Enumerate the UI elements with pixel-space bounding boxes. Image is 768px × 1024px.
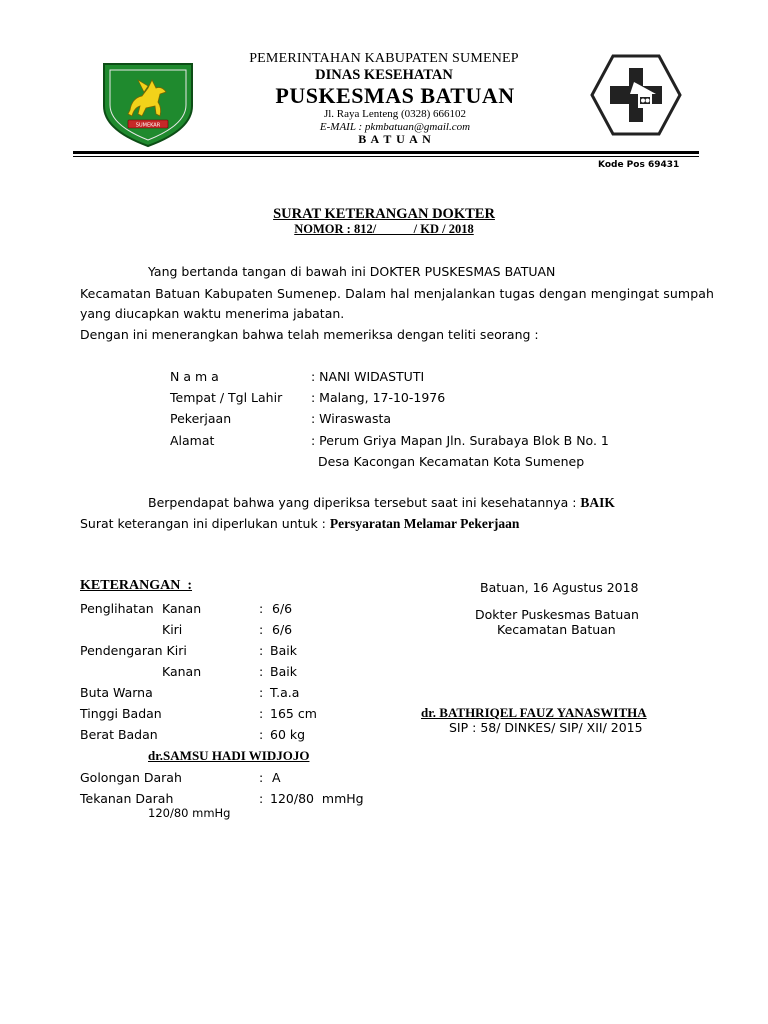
keterangan-row-label: Penglihatan: [80, 601, 154, 616]
blood-type-value: A: [272, 770, 281, 785]
keterangan-row-sub: Kanan: [162, 601, 202, 616]
opinion-text: Berpendapat bahwa yang diperiksa tersebut saat ini kesehatannya :: [148, 495, 577, 510]
keterangan-row-label: Berat Badan: [80, 727, 158, 742]
header-divider-thick: [73, 151, 699, 154]
patient-address-value-2: Desa Kacongan Kecamatan Kota Sumenep: [318, 454, 585, 469]
keterangan-row-value: 60 kg: [270, 727, 306, 742]
signature-role-2: Kecamatan Batuan: [497, 622, 616, 637]
postal-code: Kode Pos 69431: [598, 160, 680, 170]
purpose-text: Surat keterangan ini diperlukan untuk :: [80, 516, 326, 531]
intro-line-1: Yang bertanda tangan di bawah ini DOKTER PUSKESMAS BATUAN: [148, 264, 556, 279]
header-institution: PUSKESMAS BATUAN: [275, 83, 515, 108]
blood-pressure-label: Tekanan Darah: [80, 791, 174, 806]
blood-type-colon: :: [259, 770, 264, 785]
overlay-doctor-name: dr.SAMSU HADI WIDJOJO: [148, 748, 310, 763]
header-government: PEMERINTAHAN KABUPATEN SUMENEP: [249, 51, 519, 66]
keterangan-row-label: Buta Warna: [80, 685, 153, 700]
document-title: SURAT KETERANGAN DOKTER: [273, 206, 495, 222]
header-department: DINAS KESEHATAN: [315, 67, 453, 83]
blood-type-label: Golongan Darah: [80, 770, 182, 785]
blood-pressure-colon: :: [259, 791, 264, 806]
keterangan-heading: KETERANGAN :: [80, 578, 193, 593]
blood-pressure-extra: 120/80 mmHg: [148, 806, 231, 820]
keterangan-row-colon: :: [259, 727, 264, 742]
keterangan-row-value: T.a.a: [270, 685, 300, 700]
patient-address-label: Alamat: [170, 433, 215, 448]
keterangan-row-value: 165 cm: [270, 706, 317, 721]
header-email: E-MAIL : pkmbatuan@gmail.com: [319, 121, 471, 133]
document-number: NOMOR : 812/ / KD / 2018: [294, 222, 474, 236]
patient-name-label: N a m a: [170, 369, 219, 384]
puskesmas-logo-emblem: [590, 52, 682, 138]
keterangan-row-value: Baik: [270, 643, 297, 658]
health-status: BAIK: [580, 495, 615, 510]
keterangan-row-value: 6/6: [272, 622, 293, 637]
header-divider-thin: [73, 156, 699, 157]
header-address: Jl. Raya Lenteng (0328) 666102: [323, 108, 467, 120]
opinion-line-1: [148, 495, 615, 511]
keterangan-row-sub: Kanan: [162, 664, 202, 679]
keterangan-row-colon: :: [259, 664, 264, 679]
opinion-line-2: [80, 516, 519, 532]
patient-name-value: : NANI WIDASTUTI: [311, 369, 425, 384]
puskesmas-logo: [590, 52, 682, 138]
blood-pressure-value: 120/80 mmHg: [270, 791, 364, 806]
signature-name: dr. BATHRIQEL FAUZ YANASWITHA: [421, 705, 647, 720]
keterangan-row-colon: :: [259, 601, 264, 616]
keterangan-row-colon: :: [259, 706, 264, 721]
purpose-value: Persyaratan Melamar Pekerjaan: [329, 516, 520, 531]
patient-job-value: : Wiraswasta: [311, 411, 392, 426]
patient-address-value-1: : Perum Griya Mapan Jln. Surabaya Blok B No. 1: [311, 433, 609, 448]
intro-line-2: Kecamatan Batuan Kabupaten Sumenep. Dalam hal menjalankan tugas dengan mengingat sumpah: [80, 286, 715, 301]
keterangan-row-value: 6/6: [272, 601, 293, 616]
keterangan-row-sub: Kiri: [162, 622, 183, 637]
keterangan-row-label: Pendengaran Kiri: [80, 643, 187, 658]
intro-line-3: yang diucapkan waktu menerima jabatan.: [80, 306, 345, 321]
keterangan-row-label: Tinggi Badan: [80, 706, 162, 721]
keterangan-row-colon: :: [259, 643, 264, 658]
logo-ribbon-text: SUMEKAR: [135, 122, 161, 129]
keterangan-row-value: Baik: [270, 664, 297, 679]
signature-date: Batuan, 16 Agustus 2018: [480, 580, 639, 595]
intro-line-4: Dengan ini menerangkan bahwa telah memeriksa dengan teliti seorang :: [80, 327, 539, 342]
keterangan-row-colon: :: [259, 685, 264, 700]
patient-birth-label: Tempat / Tgl Lahir: [170, 390, 283, 405]
keterangan-row-colon: :: [259, 622, 264, 637]
signature-sip: SIP : 58/ DINKES/ SIP/ XII/ 2015: [449, 720, 643, 735]
patient-birth-value: : Malang, 17-10-1976: [311, 390, 446, 405]
patient-job-label: Pekerjaan: [170, 411, 232, 426]
signature-role-1: Dokter Puskesmas Batuan: [475, 607, 639, 622]
header-city: B A T U A N: [358, 132, 432, 146]
